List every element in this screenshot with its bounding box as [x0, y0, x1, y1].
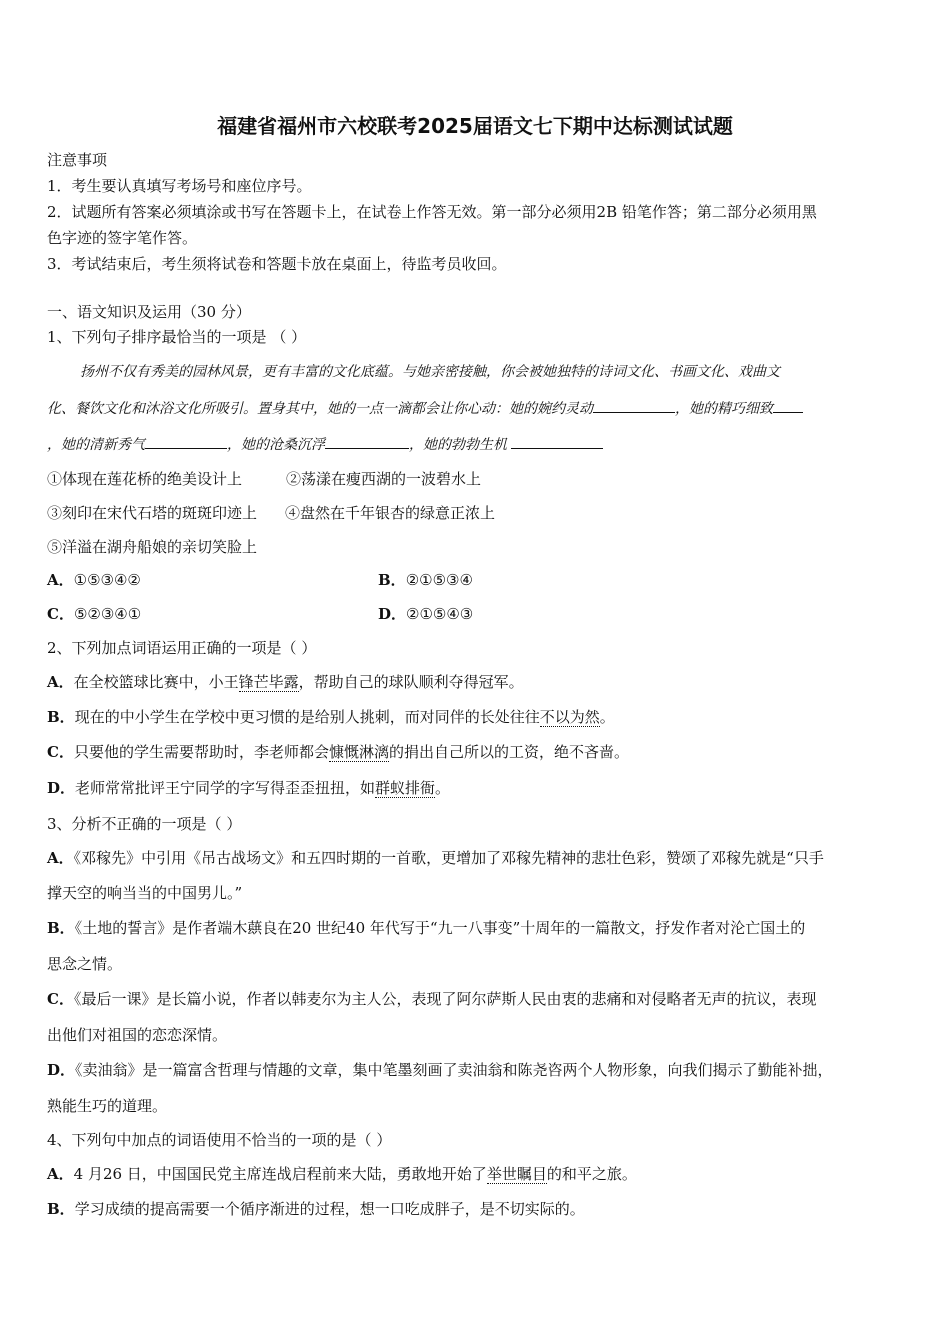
q1-item-4: ④盘然在千年银杏的绿意正浓上 [285, 504, 496, 522]
dotted-word: 不以为然 [539, 708, 600, 726]
option-text: 现在的中小学生在学校中更习惯的是给别人挑刺，而对同伴的长处往往 [74, 708, 540, 726]
option-label: C． [47, 605, 74, 623]
option-text: 学习成绩的提高需要一个循序渐进的过程，想一口吃成胖子，是不切实际的。 [74, 1200, 585, 1218]
q3-option-d-cont: 熟能生巧的道理。 [47, 1097, 168, 1115]
option-label: A． [47, 849, 74, 867]
q1-passage-text-3: ，她的清新秀气 [47, 437, 145, 453]
option-text-end: 的和平之旅。 [546, 1165, 637, 1183]
option-label: A． [47, 673, 74, 691]
q2-option-d[interactable] [47, 778, 450, 798]
q3-option-a[interactable] [47, 848, 824, 868]
q1-option-b[interactable] [378, 570, 473, 590]
q1-items-row-2 [47, 503, 495, 523]
blank-4 [325, 434, 409, 449]
exam-title: 福建省福州市六校联考2025届语文七下期中达标测试试题 [217, 114, 733, 138]
q1-item-3: ③刻印在宋代石塔的斑斑印迹上 [47, 504, 258, 522]
q3-option-b-cont: 思念之情。 [47, 955, 123, 973]
blank-5 [511, 434, 603, 449]
q1-option-c[interactable] [47, 604, 141, 624]
option-label: B． [47, 1200, 75, 1218]
q1-passage-text: 化、餐饮文化和沐浴文化所吸引。置身其中，她的一点一滴都会让你心动：她的婉约灵动 [47, 401, 593, 417]
notice-item-3: 3．考试结束后，考生须将试卷和答题卡放在桌面上，待监考员收回。 [47, 255, 507, 273]
q1-passage-line-3 [47, 434, 603, 455]
q1-passage-text-4: ，她的沧桑沉浮 [227, 437, 325, 453]
section-heading: 一、语文知识及运用（30 分） [47, 303, 251, 321]
q4-stem: 4、下列句中加点的词语使用不恰当的一项的是（ ） [47, 1131, 392, 1149]
q2-stem: 2、下列加点词语运用正确的一项是（ ） [47, 639, 317, 657]
q1-passage-line-1: 扬州不仅有秀美的园林风景，更有丰富的文化底蕴。与她亲密接触，你会被她独特的诗词文化、书画文化、戏曲文 [80, 364, 780, 380]
option-label: B． [47, 919, 75, 937]
option-text: 在全校篮球比赛中，小王 [73, 673, 239, 691]
q3-stem: 3、分析不正确的一项是（ ） [47, 815, 242, 833]
dotted-word: 群蚁排衙 [375, 779, 436, 797]
q1-option-a[interactable] [47, 570, 141, 590]
blank-3 [145, 434, 227, 449]
notice-item-2-cont: 色字迹的签字笔作答。 [47, 229, 198, 247]
q4-option-a[interactable] [47, 1164, 637, 1184]
option-label: D． [47, 1061, 76, 1079]
option-text: ②①⑤④③ [406, 605, 474, 623]
notice-item-1: 1．考生要认真填写考场号和座位序号。 [47, 177, 312, 195]
option-text: ②①⑤③④ [405, 571, 473, 589]
q4-option-b[interactable] [47, 1199, 585, 1219]
q1-items-row-1 [47, 469, 481, 489]
option-text: 老师常常批评王宁同学的字写得歪歪扭扭，如 [75, 779, 376, 797]
notice-heading: 注意事项 [47, 151, 108, 169]
q2-option-c[interactable] [47, 742, 629, 762]
option-label: D． [47, 779, 76, 797]
q2-option-b[interactable] [47, 707, 615, 727]
q1-option-d[interactable] [378, 604, 473, 624]
q2-option-a[interactable] [47, 672, 524, 692]
dotted-word: 举世瞩目 [486, 1165, 547, 1183]
q1-passage-text-2: ，她的精巧细致 [675, 401, 773, 417]
option-text: 《邓稼先》中引用《吊古战场文》和五四时期的一首歌，更增加了邓稼先精神的悲壮色彩，赞颂了邓稼先就是“只手 [73, 849, 824, 867]
notice-item-2: 2．试题所有答案必须填涂或书写在答题卡上，在试卷上作答无效。第一部分必须用2B 铅笔作答；第二部分必须用黑 [47, 203, 817, 221]
q3-option-c[interactable] [47, 989, 816, 1009]
option-text-end: 的捐出自己所以的工资，绝不吝啬。 [388, 743, 629, 761]
q3-option-a-cont: 撑天空的响当当的中国男儿。” [47, 884, 243, 902]
option-text: 4 月26 日，中国国民党主席连战启程前来大陆，勇敢地开始了 [73, 1165, 487, 1183]
option-label: A． [47, 571, 74, 589]
q1-item-5: ⑤洋溢在湖舟船娘的亲切笑脸上 [47, 538, 258, 556]
blank-1 [593, 398, 675, 413]
option-label: C． [47, 990, 74, 1008]
option-label: D． [378, 605, 407, 623]
option-text: ①⑤③④② [73, 571, 141, 589]
q3-option-b[interactable] [47, 918, 805, 938]
option-label: C． [47, 743, 74, 761]
option-text: ⑤②③④① [73, 605, 142, 623]
option-text: 《卖油翁》是一篇富含哲理与情趣的文章，集中笔墨刻画了卖油翁和陈尧咨两个人物形象，向我们揭示了勤能补拙， [75, 1061, 833, 1079]
option-text: 只要他的学生需要帮助时，李老师都会 [73, 743, 329, 761]
option-text-end: 。 [435, 779, 451, 797]
q1-stem: 1、下列句子排序最恰当的一项是 （ ） [47, 328, 307, 346]
q1-item-1: ①体现在莲花桥的绝美设计上 [47, 470, 243, 488]
q1-passage-text-5: ，她的勃勃生机 [409, 437, 507, 453]
dotted-word: 慷慨淋漓 [328, 743, 389, 761]
dotted-word: 锋芒毕露 [238, 673, 299, 691]
option-text-end: 。 [599, 708, 615, 726]
blank-2 [773, 398, 803, 413]
option-text: 《最后一课》是长篇小说，作者以韩麦尔为主人公，表现了阿尔萨斯人民由衷的悲痛和对侵略者无声的抗议，表现 [73, 990, 817, 1008]
option-label: B． [47, 708, 75, 726]
q1-item-2: ②荡漾在瘦西湖的一波碧水上 [286, 470, 482, 488]
q3-option-c-cont: 出他们对祖国的恋恋深情。 [47, 1026, 228, 1044]
option-text: 《土地的誓言》是作者端木蕻良在20 世纪40 年代写于“九一八事变”十周年的一篇散文，抒发作者对沦亡国土的 [74, 919, 806, 937]
option-label: A． [47, 1165, 74, 1183]
q1-passage-line-2 [47, 398, 803, 419]
option-text-end: ，帮助自己的球队顺利夺得冠军。 [298, 673, 524, 691]
q3-option-d[interactable] [47, 1060, 833, 1080]
option-label: B． [378, 571, 406, 589]
